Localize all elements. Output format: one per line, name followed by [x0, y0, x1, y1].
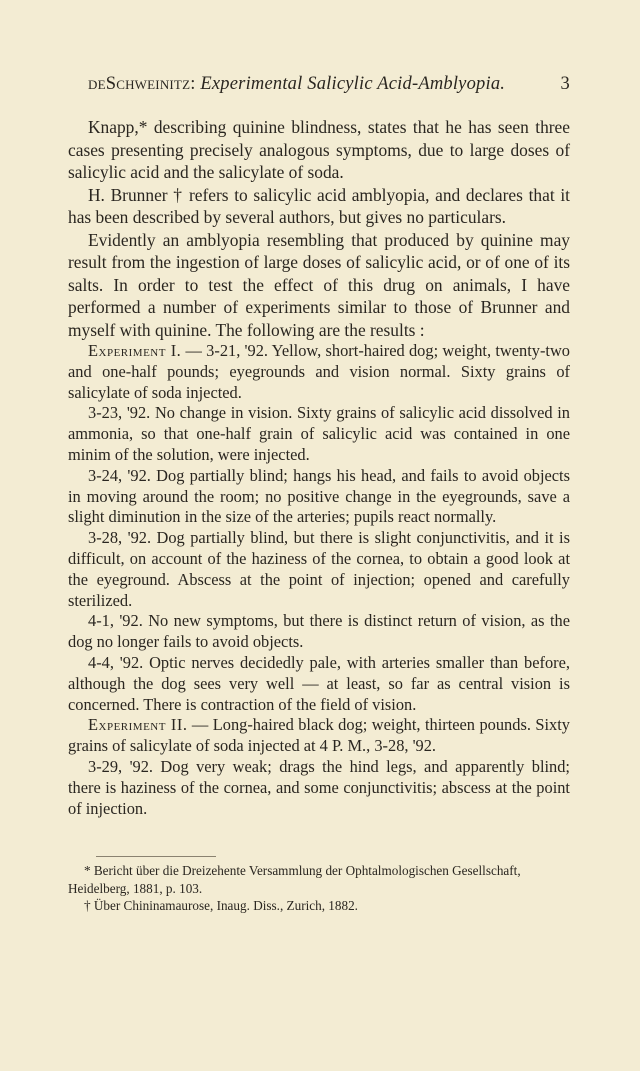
paragraph: 3-23, '92. No change in vision. Sixty grains of salicylic acid dissolved in ammonia, so that one-half grain of salicylic acid was contained in one minim of the solution, were injected. [68, 403, 570, 464]
footnote: † Über Chininamaurose, Inaug. Diss., Zurich, 1882. [84, 898, 358, 913]
footnotes [68, 862, 570, 915]
paragraph: Evidently an amblyopia resembling that produced by quinine may result from the ingestion of large doses of salicylic acid, or of one of its salts. In order to test the effect of this drug on animals, I have performed a number of experiments similar to those of Brunner and myself with quinine. The following are the results : [68, 229, 570, 340]
paragraph: H. Brunner † refers to salicylic acid amblyopia, and declares that it has been described by several authors, but gives no particulars. [68, 184, 570, 227]
experiment-heading: Experiment I. [88, 341, 182, 360]
paragraph: 3-29, '92. Dog very weak; drags the hind legs, and apparently blind; there is haziness of the cornea, and some conjunctivitis; abscess at the point of injection. [68, 756, 570, 818]
paragraph: Knapp,* describing quinine blindness, states that he has seen three cases presenting precisely analogous symptoms, due to large doses of salicylic acid and the salicylate of soda. [68, 117, 570, 182]
footnote: * Bericht über die Dreizehente Versammlung der Ophtalmologischen Gesellschaft, Heidelberg, 1881, p. 103. [68, 863, 521, 896]
paragraph: 3-24, '92. Dog partially blind; hangs his head, and fails to avoid objects in moving around the room; no positive change in the eyegrounds, save a slight diminution in the size of the arteries; pupils react normally. [68, 465, 570, 527]
experiment-heading: Experiment II. [88, 715, 188, 735]
body-text [68, 116, 570, 819]
page-number: 3 [560, 74, 570, 94]
paragraph: 3-28, '92. Dog partially blind, but there is slight conjunctivitis, and it is difficult, on account of the haziness of the cornea, to obtain a good look at the eyeground. Abscess at the point of injection; opened and carefully sterilized. [68, 528, 570, 610]
footnote-rule [96, 856, 216, 857]
header-author: deSchweinitz [88, 74, 191, 94]
paragraph-experiment-1: Experiment I. — 3-21, '92. Yellow, short-haired dog; weight, twenty-two and one-half pounds; eyegrounds and vision normal. Sixty grains of salicylate of soda injected. [68, 341, 570, 402]
running-header [88, 74, 570, 95]
header-separator: : [190, 74, 196, 94]
paragraph-experiment-2: Experiment II. — Long-haired black dog; weight, thirteen pounds. Sixty grains of salicylate of soda injected at 4 P. M., 3-28, '92. [68, 715, 570, 756]
header-title: Experimental Salicylic Acid-Amblyopia. [200, 74, 506, 94]
paragraph: 4-1, '92. No new symptoms, but there is distinct return of vision, as the dog no longer fails to avoid objects. [68, 611, 570, 652]
paragraph: 4-4, '92. Optic nerves decidedly pale, with arteries smaller than before, although the dog sees very well — at least, so far as central vision is concerned. There is contraction of the field of vision. [68, 652, 570, 714]
